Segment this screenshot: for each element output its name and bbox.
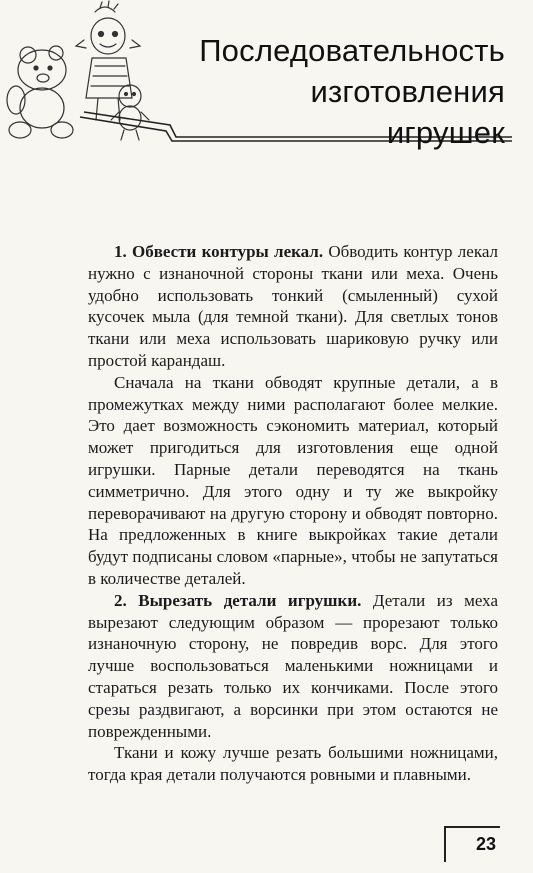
body-text [88, 241, 498, 786]
chapter-title [145, 30, 505, 153]
paragraph-text: Сначала на ткани обводят крупные детали, а в промежутках между ними располагают более мелкие. Это дает возможность сэкономить материал, который может пригодиться для изготовления еще одной игрушки. Парные детали переводятся на ткань симметрично. Для этого одну и ту же выкройку переворачивают на другую сторону и обводят повторно. На предложенных в книге выкройках такие детали будут подписаны словом «парные», чтобы не запутаться в количестве деталей. [88, 372, 498, 588]
paragraph-3 [88, 590, 498, 743]
step-heading: 1. Обвести контуры лекал. [114, 242, 324, 261]
title-line-3: игрушек [386, 115, 505, 150]
step-heading: 2. Вырезать детали игрушки. [114, 590, 362, 610]
title-line-2: изготовления [310, 74, 505, 109]
paragraph-text: Детали из меха вырезают следующим образом — прорезают только изнаночную сторону, не повредив ворс. Для этого лучше воспользоваться маленькими ножницами и стараться резать только их кончиками. После этого срезы раздвигают, а ворсинки при этом остаются не поврежденными. [88, 590, 498, 741]
title-line-1: Последовательность [199, 33, 505, 68]
paragraph-4 [88, 742, 498, 786]
paragraph-1 [88, 241, 498, 372]
paragraph-2 [88, 372, 498, 590]
page-number-box [444, 826, 500, 862]
paragraph-text: Обводить контур лекал нужно с изнаночной стороны ткани или меха. Очень удобно использовать тонкий (смыленный) сухой кусочек мыла (для темной ткани). Для светлых тонов ткани или меха использовать шариковую ручку или простой карандаш. [88, 242, 498, 370]
paragraph-text: Ткани и кожу лучше резать большими ножницами, тогда края детали получаются ровными и плавными. [88, 743, 498, 785]
page-number: 23 [475, 834, 496, 854]
